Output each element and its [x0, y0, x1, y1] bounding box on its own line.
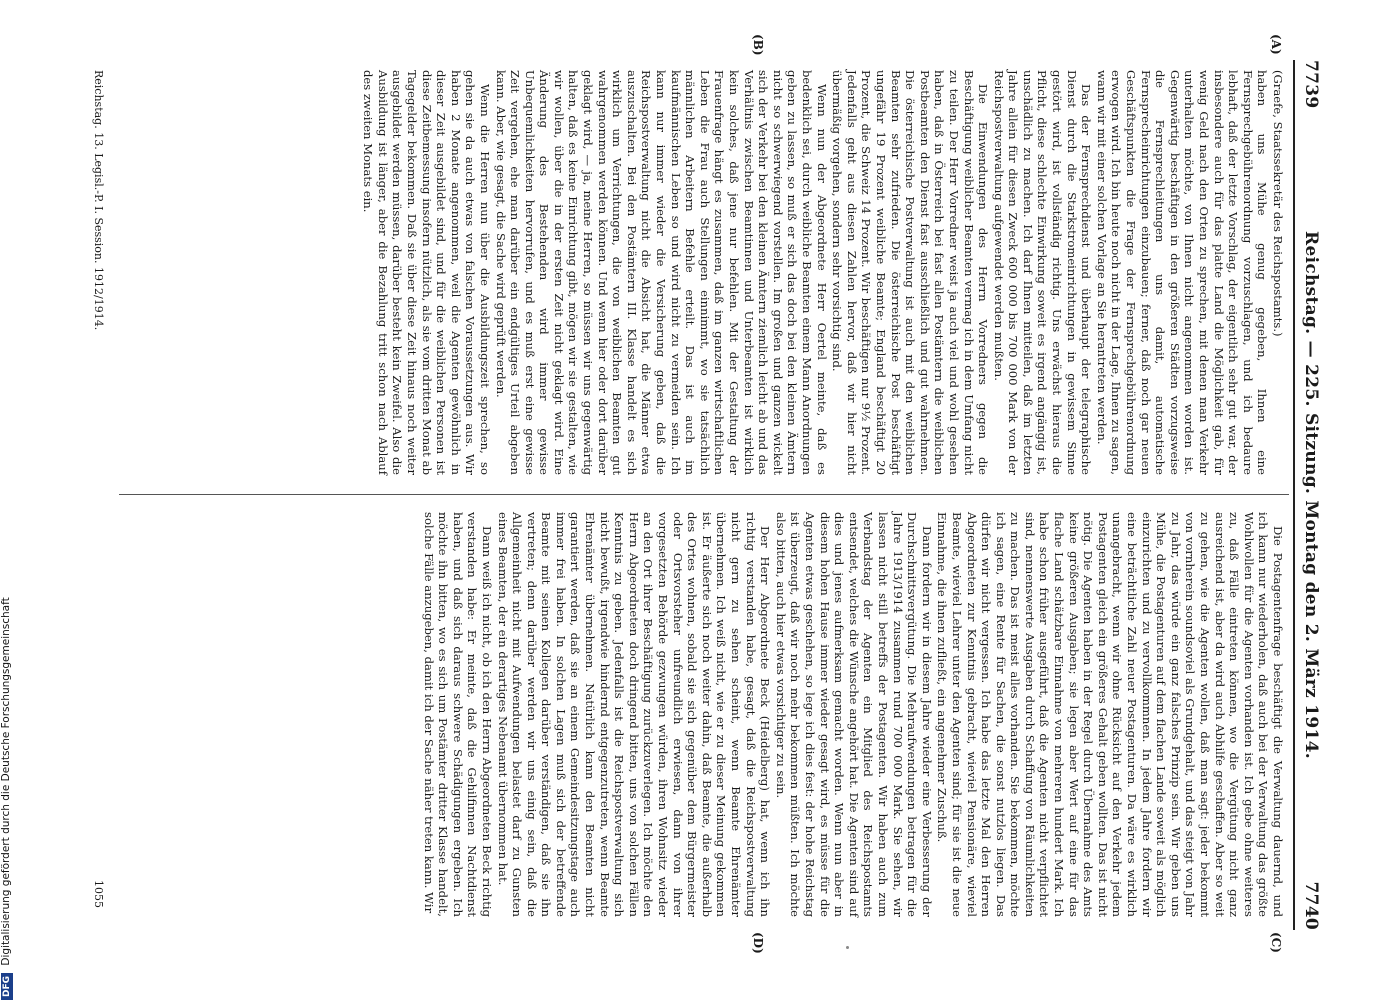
header-rule	[1293, 60, 1295, 930]
paragraph: Wenn die Herren nun über die Ausbildungszeit sprechen, so gehen sie da auch etwas von falschen Voraussetzungen aus. Wir haben 2 Monate angenommen, weil die Agenten gewöhnlich in dieser Zeit ausgebildet sind, und für die weiblichen Personen ist diese Zeitbemessung insofern nützlich, als sie vom dritten Monat ab Tagegelder bekommen. Daß sie über diese Zeit hinaus noch weiter ausgebildet werden müssen, darüber besteht kein Zweifel. Also die Ausbildung ist länger, aber die Bezahlung tritt schon nach Ablauf des zweiten Monats ein.	[361, 70, 492, 475]
column-divider	[119, 494, 1289, 495]
footer-page-number: 1055	[92, 880, 105, 908]
margin-marker-a: (A)	[1269, 34, 1283, 55]
dfg-logo: DFG	[1, 973, 13, 1000]
funding-note	[0, 10, 13, 1000]
header-title: Reichstag. — 225. Sitzung. Montag den 2. März 1914.	[1301, 231, 1321, 759]
footer-session: Reichstag. 13. Legisl.-P. I. Session. 1912/1914.	[92, 70, 105, 331]
paragraph: Dann weiß ich nicht, ob ich den Herrn Abgeordneten Beck richtig verstanden habe: Er meinte, daß die Gehilfinnen Nachtdienst haben, und daß sich daraus schwere Schädigungen ergeben. Ich möchte ihn bitten, wo es sich um Postämter dritter Klasse handelt, solche Fälle anzugeben, damit ich der Sache näher treten kann. Wir	[421, 512, 494, 917]
paragraph: Der Herr Abgeordnete Beck (Heidelberg) hat, wenn ich ihn richtig verstanden habe, gesagt, daß die Reichspostverwaltung nicht gern zu sehen scheint, wenn Beamte Ehrenämter übernehmen. Ich weiß nicht, wie er zu dieser Meinung gekommen ist. Er äußerte sich noch weiter dahin, daß Beamte, die außerhalb des Ortes wohnen, sobald sie sich gegenüber dem Bürgermeister oder Ortsvorsteher unfreundlich erwiesen, dann von ihrer vorgesetzten Behörde gezwungen würden, ihren Wohnsitz wieder an den Ort ihrer Beschäftigung zurückzuverlegen. Ich möchte den Herrn Abgeordneten doch dringend bitten, uns von solchen Fällen Kenntnis zu geben. Jedenfalls ist die Reichspostverwaltung sich nicht bewußt, irgendwie hindernd entgegenzutreten, wenn Beamte Ehrenämter übernehmen. Natürlich kann den Beamten nicht garantiert werden, daß sie an einem Gemeindesitzungstage auch immer frei haben. In solchen Lagen muß sich der betreffende Beamte mit seinen Kollegen darüber verständigen, daß sie ihn vertreten; denn darüber werden wir uns einig sein, daß die Allgemeinheit nicht mit Aufwendungen belastet darf zu Gunsten eines Beamten, der ein derartiges Nebenamt übernommen hat.	[495, 512, 773, 917]
paragraph: Die Einwendungen des Herrn Vorredners gegen die Beschäftigung weiblicher Beamten vermag ich in dem Umfang nicht zu teilen. Der Herr Vorredner weist ja auch viel und wohl gesehen haben, daß in Österreich bei fast allen Postämtern die weiblichen Postbeamten den Dienst fast ausschließlich und gut wahrnehmen. Die österreichische Postverwaltung ist auch mit den weiblichen Beamten sehr zufrieden. Die österreichische Post beschäftigt ungefähr 19 Prozent weibliche Beamte; England beschäftigt 20 Prozent, die Schweiz 14 Prozent. Wir beschäftigen nur 9½ Prozent. Jedenfalls geht aus diesen Zahlen hervor, daß wir hier nicht übermäßig vorgehen, sondern sehr vorsichtig sind.	[830, 70, 991, 475]
margin-marker-d: (D)	[751, 932, 765, 954]
funding-note-text: Digitalisierung gefördert durch die Deutsche Forschungsgemeinschaft	[0, 597, 12, 966]
paragraph: Die Postagentenfrage beschäftigt die Verwaltung dauernd, und ich kann nur wiederholen, daß auch bei der Verwaltung das größte Wohlwollen für die Agenten vorhanden ist. Ich gebe ohne weiteres zu, daß Fälle eintreten können, wo die Vergütung nicht ganz ausreichend ist, aber da wird auch Abhilfe geschaffen. Aber so weit zu gehen, wie die Agenten wollen, daß man sagt: jeder bekommt von vornherein soundsoviel als Grundgehalt, und das steigt von Jahr zu Jahr, das würde ein ganz falsches Prinzip sein. Wir geben uns Mühe, die Postagenturen auf dem flachen Lande soweit als möglich einzurichten und zu vervollkommnen. In jedem Jahre fordern wir eine beträchtliche Zahl neuer Postagenturen. Da wäre es wirklich unangebracht, wenn wir ohne Rücksicht auf den Verkehr jedem Postagenten gleich ein größeres Gehalt geben wollten. Das ist nicht nötig. Die Agenten haben in der Regel durch Übernahme des Amts keine größeren Ausgaben; sie legen aber Wert auf eine für das flache Land schätzbare Einnahme von mehreren hundert Mark. Ich habe schon früher ausgeführt, daß die Agenten nicht verpflichtet sind, nennenswerte Ausgaben durch Schaffung von Räumlichkeiten zu machen. Das ist meist alles vorhanden. Sie bekommen, möchte ich sagen, eine Rente für Sachen, die sonst nutzlos liegen. Das dürfen wir nicht vergessen. Ich habe das letzte Mal den Herren Abgeordneten zur Kenntnis gebracht, wieviel Pensionäre, wieviel Beamte, wieviel Lehrer unter den Agenten sind; für sie ist die neue Einnahme, die ihnen zufließt, ein angenehmer Zuschuß.	[935, 512, 1285, 917]
scanned-page	[65, 34, 1325, 954]
paragraph: Dann fordern wir in diesem Jahre wieder eine Verbesserung der Durchschnittsvergütung. Die Mehraufwendungen betragen für die Jahre 1913/1914 zusammen rund 700 000 Mark. Sie sehen, wir lassen nicht still betreffs der Postagenten. Wir haben auch zum Verbandstag der Agenten ein Mitglied des Reichspostamts entsendet, welches die Wünsche angehört hat. Die Agenten sind auf dies und jenes aufmerksam gemacht worden. Wenn nun aber in diesem hohen Hause immer wieder gesagt wird, es müsse für die Agenten etwas geschehen, so lege ich dies fest: der hohe Reichstag ist überzeugt, daß wir noch mehr bekommen müßten. Ich möchte also bitten, auch hier etwas vorsichtiger zu sein.	[773, 512, 934, 917]
paragraph: Das der Fernsprechdienst und überhaupt der telegraphische Dienst durch die Starkstromeinrichtungen in gewissem Sinne gestört wird, ist vollständig richtig. Uns erwächst hieraus die Pflicht, diese schlechte Einwirkung soweit es irgend angängig ist, unschädlich zu machen. Ich darf Ihnen mitteilen, daß im letzten Jahre allein für diesen Zweck 600 000 bis 700 000 Mark von der Reichspostverwaltung aufgewendet werden mußten.	[991, 70, 1094, 475]
page-number-left: 7739	[1301, 60, 1321, 109]
margin-marker-b: (B)	[751, 34, 765, 56]
paragraph: Wenn nun der Abgeordnete Herr Oertel meinte, daß es bedenklich sei, durch weibliche Beamten einem Mann Anordnungen geben zu lassen, so muß er sich das doch bei den kleinen Ämtern nicht so schwerwiegend vorstellen. Im großen und ganzen wickelt sich der Verkehr bei den kleinen Ämtern ziemlich leicht ab und das Verhältnis zwischen Beamtinnen und Unterbeamten ist wirklich kein solches, daß jene nur befehlen. Mit der Gestaltung der Frauenfrage hängt es zusammen, daß im ganzen wirtschaftlichen Leben die Frau auch Stellungen einnimmt, wo sie tatsächlich männlichen Arbeitern Befehle erteilt. Das ist auch im kaufmännischen Leben so und wird nicht zu vermeiden sein. Ich kann nur immer wieder die Versicherung geben, daß die Reichspostverwaltung nicht die Absicht hat, die Männer etwa auszuschalten. Bei den Postämtern III. Klasse handelt es sich wirklich um Verrichtungen, die von weiblichen Beamten gut wahrgenommen werden können. Und wenn hier oder dort darüber geklagt wird, — ja, meine Herren, so müssen wir uns gegenwärtig halten, daß es keine Einrichtung gibt, mögen wir sie gestalten, wie wir wollen, über die in der ersten Zeit nicht geklagt wird. Eine Änderung des Bestehenden wird immer gewisse Unbequemlichkeiten hervorrufen, und es muß erst eine gewisse Zeit vergehen, ehe man darüber ein endgültiges Urteil abgeben kann. Aber, wie gesagt, die Sache wird geprüft werden.	[493, 70, 829, 475]
margin-marker-c: (C)	[1269, 932, 1283, 953]
page-number-right: 7740	[1301, 881, 1321, 930]
speaker-line: (Graefe, Staatssekretär des Reichspostamts.)	[1271, 70, 1285, 337]
scan-speck	[846, 946, 849, 949]
right-column	[420, 512, 1285, 917]
page-header	[1299, 60, 1325, 930]
paragraph: haben uns Mühe genug gegeben, Ihnen eine Fernsprechgebührenordnung vorzuschlagen, und ich bedaure lebhaft, daß der letzte Vorschlag, der eigentlich sehr gut war, der insbesondere auch für das platte Land die Möglichkeit gab, für wenig Geld nach den Orten zu sprechen, mit denen man Verkehr unterhalten möchte, von Ihnen nicht angenommen worden ist. Gegenwärtig beschäftigen in den größeren Städten vorzugsweise die Fernsprechleitungen uns damit, automatische Fernsprecheinrichtungen einzubauen; ferner, daß noch gar neuen Geschäftspunkten die Frage der Fernsprechgebührenordnung erwogen wird. Ich bin heute noch nicht in der Lage, Ihnen zu sagen, wann wir mit einer solchen Vorlage an Sie herantreten werden.	[1094, 70, 1270, 475]
left-column	[360, 70, 1285, 475]
